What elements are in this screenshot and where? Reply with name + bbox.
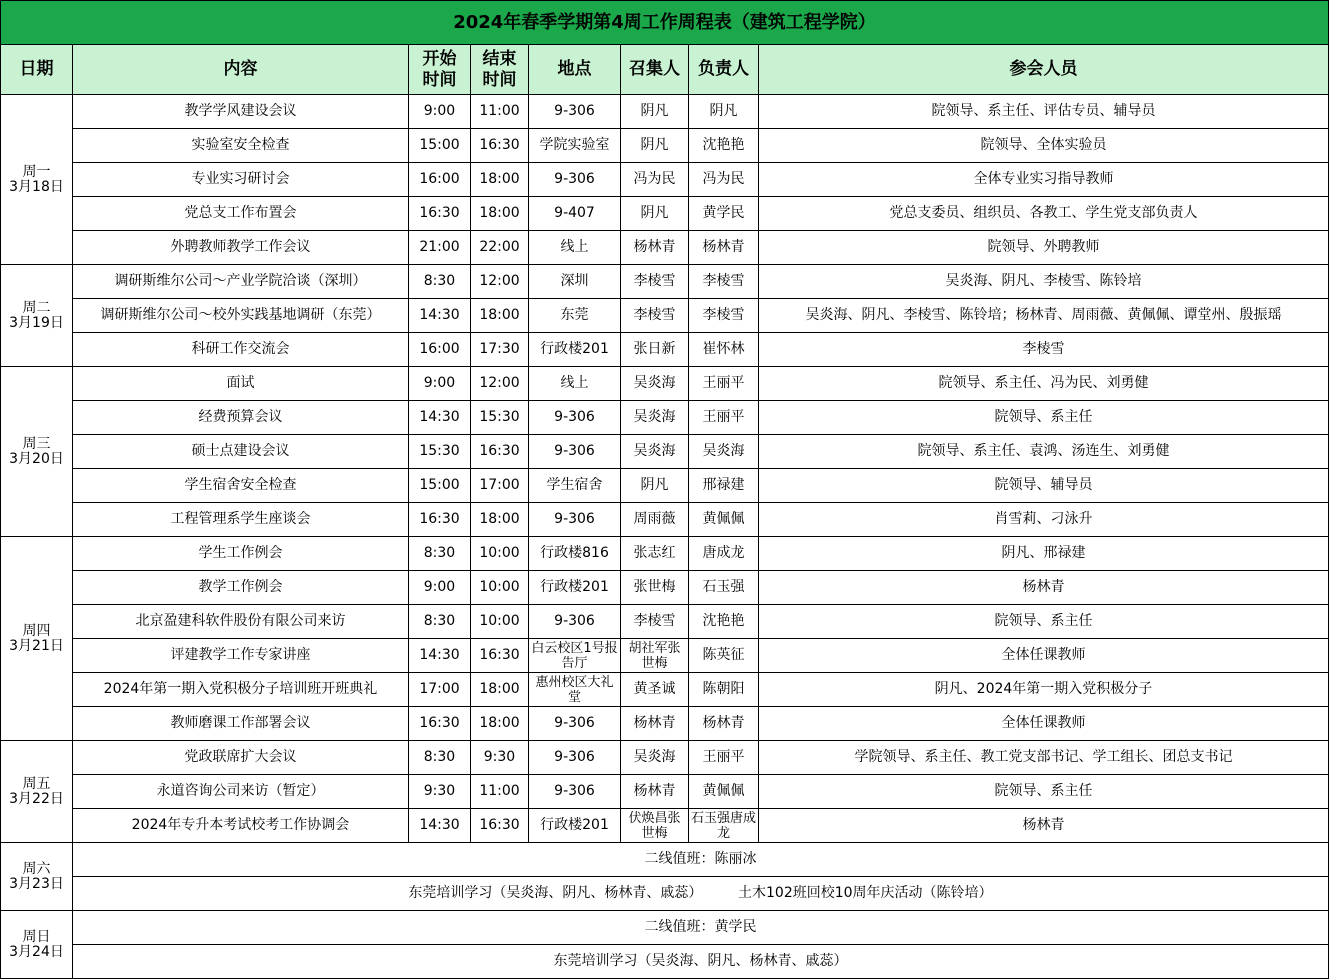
day-cell: [1, 95, 73, 265]
event-owner: 沈艳艳: [689, 129, 759, 163]
event-place: 9-306: [529, 401, 621, 435]
event-place: 9-306: [529, 435, 621, 469]
event-start: 8:30: [409, 605, 471, 639]
header-owner: 负责人: [689, 45, 759, 95]
event-content: 外聘教师教学工作会议: [73, 231, 409, 265]
header-end: 结束 时间: [471, 45, 529, 95]
event-end: 10:00: [471, 605, 529, 639]
event-start: 15:00: [409, 469, 471, 503]
event-place: 9-306: [529, 95, 621, 129]
event-owner: 冯为民: [689, 163, 759, 197]
table-row: [1, 639, 1329, 673]
table-row: [1, 945, 1329, 979]
event-start: 21:00: [409, 231, 471, 265]
event-attendees: 院领导、辅导员: [759, 469, 1329, 503]
event-end: 10:00: [471, 537, 529, 571]
event-attendees: 阴凡、2024年第一期入党积极分子: [759, 673, 1329, 707]
date-label: 3月23日: [9, 875, 64, 892]
event-start: 8:30: [409, 537, 471, 571]
table-row: [1, 537, 1329, 571]
header-place: 地点: [529, 45, 621, 95]
event-attendees: 阴凡、邢禄建: [759, 537, 1329, 571]
event-content: 教学学风建设会议: [73, 95, 409, 129]
event-place: 行政楼816: [529, 537, 621, 571]
event-end: 11:00: [471, 95, 529, 129]
event-attendees: 吴炎海、阴凡、李棱雪、陈铃培: [759, 265, 1329, 299]
event-end: 9:30: [471, 741, 529, 775]
event-start: 9:00: [409, 367, 471, 401]
event-place: 行政楼201: [529, 571, 621, 605]
event-content: 经费预算会议: [73, 401, 409, 435]
event-content: 实验室安全检查: [73, 129, 409, 163]
event-owner: 李棱雪: [689, 265, 759, 299]
event-attendees: 全体专业实习指导教师: [759, 163, 1329, 197]
event-end: 18:00: [471, 163, 529, 197]
day-cell: [1, 367, 73, 537]
event-convener: 杨林青: [621, 707, 689, 741]
event-place: 9-306: [529, 605, 621, 639]
date-label: 3月20日: [9, 450, 64, 467]
activity-note: 东莞培训学习（吴炎海、阴凡、杨林青、戚蕊）: [73, 945, 1329, 979]
event-place: 学生宿舍: [529, 469, 621, 503]
event-end: 16:30: [471, 809, 529, 843]
event-convener: 杨林青: [621, 231, 689, 265]
event-end: 18:00: [471, 673, 529, 707]
weekday-label: 周五: [22, 775, 51, 792]
table-row: [1, 605, 1329, 639]
event-place: 线上: [529, 367, 621, 401]
event-convener: 胡社军张世梅: [621, 639, 689, 673]
event-start: 15:00: [409, 129, 471, 163]
event-attendees: 党总支委员、组织员、各教工、学生党支部负责人: [759, 197, 1329, 231]
table-row: [1, 741, 1329, 775]
table-row: [1, 469, 1329, 503]
duty-note: 二线值班：黄学民: [73, 911, 1329, 945]
event-convener: 黄圣诚: [621, 673, 689, 707]
event-owner: 黄佩佩: [689, 503, 759, 537]
event-owner: 邢禄建: [689, 469, 759, 503]
event-start: 14:30: [409, 639, 471, 673]
event-content: 党政联席扩大会议: [73, 741, 409, 775]
event-attendees: 学院领导、系主任、教工党支部书记、学工组长、团总支书记: [759, 741, 1329, 775]
table-row: [1, 367, 1329, 401]
event-end: 11:00: [471, 775, 529, 809]
day-cell: [1, 843, 73, 911]
event-convener: 李棱雪: [621, 299, 689, 333]
event-convener: 杨林青: [621, 775, 689, 809]
table-row: [1, 503, 1329, 537]
weekday-label: 周三: [22, 435, 51, 452]
event-convener: 吴炎海: [621, 367, 689, 401]
event-start: 14:30: [409, 401, 471, 435]
header-attendees: 参会人员: [759, 45, 1329, 95]
event-end: 16:30: [471, 435, 529, 469]
header-row: [1, 45, 1329, 95]
header-convener: 召集人: [621, 45, 689, 95]
event-place: 线上: [529, 231, 621, 265]
weekday-label: 周四: [22, 622, 51, 639]
event-content: 学生工作例会: [73, 537, 409, 571]
event-owner: 黄佩佩: [689, 775, 759, 809]
event-convener: 吴炎海: [621, 741, 689, 775]
event-place: 行政楼201: [529, 809, 621, 843]
event-attendees: 院领导、系主任、袁鸿、汤连生、刘勇健: [759, 435, 1329, 469]
event-place: 9-306: [529, 503, 621, 537]
table-row: [1, 911, 1329, 945]
table-row: [1, 673, 1329, 707]
event-start: 16:30: [409, 503, 471, 537]
header-content: 内容: [73, 45, 409, 95]
event-end: 16:30: [471, 639, 529, 673]
event-attendees: 院领导、系主任: [759, 775, 1329, 809]
event-place: 9-407: [529, 197, 621, 231]
event-content: 工程管理系学生座谈会: [73, 503, 409, 537]
weekday-label: 周日: [22, 928, 51, 945]
date-label: 3月21日: [9, 637, 64, 654]
table-row: [1, 231, 1329, 265]
event-attendees: 全体任课教师: [759, 639, 1329, 673]
event-place: 东莞: [529, 299, 621, 333]
event-attendees: 院领导、全体实验员: [759, 129, 1329, 163]
event-end: 17:30: [471, 333, 529, 367]
event-content: 调研斯维尔公司～校外实践基地调研（东莞）: [73, 299, 409, 333]
event-end: 18:00: [471, 197, 529, 231]
event-owner: 杨林青: [689, 707, 759, 741]
day-cell: [1, 265, 73, 367]
event-place: 学院实验室: [529, 129, 621, 163]
event-place: 9-306: [529, 741, 621, 775]
event-start: 9:00: [409, 95, 471, 129]
event-place: 9-306: [529, 163, 621, 197]
event-place: 深圳: [529, 265, 621, 299]
event-owner: 唐成龙: [689, 537, 759, 571]
event-owner: 杨林青: [689, 231, 759, 265]
weekday-label: 周二: [22, 299, 51, 316]
event-convener: 李棱雪: [621, 605, 689, 639]
day-cell: [1, 537, 73, 741]
event-place: 行政楼201: [529, 333, 621, 367]
event-content: 党总支工作布置会: [73, 197, 409, 231]
event-attendees: 院领导、系主任、评估专员、辅导员: [759, 95, 1329, 129]
event-start: 17:00: [409, 673, 471, 707]
event-end: 17:00: [471, 469, 529, 503]
event-place: 9-306: [529, 707, 621, 741]
event-content: 北京盈建科软件股份有限公司来访: [73, 605, 409, 639]
event-owner: 李棱雪: [689, 299, 759, 333]
table-row: [1, 299, 1329, 333]
event-convener: 阴凡: [621, 197, 689, 231]
event-end: 18:00: [471, 299, 529, 333]
date-label: 3月18日: [9, 178, 64, 195]
event-content: 学生宿舍安全检查: [73, 469, 409, 503]
date-label: 3月19日: [9, 314, 64, 331]
event-convener: 周雨薇: [621, 503, 689, 537]
table-row: [1, 401, 1329, 435]
event-start: 16:30: [409, 197, 471, 231]
day-cell: [1, 741, 73, 843]
event-content: 教师磨课工作部署会议: [73, 707, 409, 741]
event-convener: 冯为民: [621, 163, 689, 197]
event-owner: 阴凡: [689, 95, 759, 129]
date-label: 3月22日: [9, 790, 64, 807]
table-row: [1, 571, 1329, 605]
event-end: 18:00: [471, 503, 529, 537]
event-convener: 阴凡: [621, 95, 689, 129]
event-place: 白云校区1号报告厅: [529, 639, 621, 673]
event-start: 8:30: [409, 741, 471, 775]
event-start: 9:00: [409, 571, 471, 605]
event-end: 15:30: [471, 401, 529, 435]
table-row: [1, 163, 1329, 197]
table-row: [1, 435, 1329, 469]
event-owner: 黄学民: [689, 197, 759, 231]
event-convener: 张世梅: [621, 571, 689, 605]
event-start: 16:30: [409, 707, 471, 741]
weekday-label: 周六: [22, 860, 51, 877]
event-convener: 张日新: [621, 333, 689, 367]
event-attendees: 肖雪莉、刁泳升: [759, 503, 1329, 537]
table-row: [1, 877, 1329, 911]
event-content: 教学工作例会: [73, 571, 409, 605]
event-owner: 王丽平: [689, 367, 759, 401]
event-content: 面试: [73, 367, 409, 401]
event-convener: 阴凡: [621, 469, 689, 503]
event-start: 9:30: [409, 775, 471, 809]
event-content: 硕士点建设会议: [73, 435, 409, 469]
event-convener: 吴炎海: [621, 435, 689, 469]
table-row: [1, 843, 1329, 877]
event-content: 2024年第一期入党积极分子培训班开班典礼: [73, 673, 409, 707]
date-label: 3月24日: [9, 943, 64, 960]
event-owner: 沈艳艳: [689, 605, 759, 639]
event-owner: 崔怀林: [689, 333, 759, 367]
event-convener: 吴炎海: [621, 401, 689, 435]
event-content: 评建教学工作专家讲座: [73, 639, 409, 673]
event-attendees: 李棱雪: [759, 333, 1329, 367]
event-attendees: 院领导、系主任: [759, 401, 1329, 435]
event-end: 12:00: [471, 367, 529, 401]
event-attendees: 全体任课教师: [759, 707, 1329, 741]
table-row: [1, 95, 1329, 129]
event-place: 9-306: [529, 775, 621, 809]
table-row: [1, 809, 1329, 843]
event-end: 10:00: [471, 571, 529, 605]
activity-note: 东莞培训学习（吴炎海、阴凡、杨林青、戚蕊） 土木102班回校10周年庆活动（陈铃培）: [73, 877, 1329, 911]
event-start: 14:30: [409, 299, 471, 333]
event-owner: 石玉强唐成龙: [689, 809, 759, 843]
event-owner: 陈英征: [689, 639, 759, 673]
event-convener: 李棱雪: [621, 265, 689, 299]
event-start: 16:00: [409, 333, 471, 367]
event-start: 14:30: [409, 809, 471, 843]
event-place: 惠州校区大礼堂: [529, 673, 621, 707]
event-start: 8:30: [409, 265, 471, 299]
table-row: [1, 129, 1329, 163]
event-attendees: 吴炎海、阴凡、李棱雪、陈铃培；杨林青、周雨薇、黄佩佩、谭堂州、殷振瑶: [759, 299, 1329, 333]
event-owner: 石玉强: [689, 571, 759, 605]
event-owner: 王丽平: [689, 741, 759, 775]
event-start: 15:30: [409, 435, 471, 469]
table-row: [1, 333, 1329, 367]
event-attendees: 杨林青: [759, 809, 1329, 843]
event-owner: 王丽平: [689, 401, 759, 435]
weekday-label: 周一: [22, 163, 51, 180]
event-content: 永道咨询公司来访（暂定）: [73, 775, 409, 809]
event-content: 2024年专升本考试校考工作协调会: [73, 809, 409, 843]
event-start: 16:00: [409, 163, 471, 197]
table-row: [1, 707, 1329, 741]
event-end: 18:00: [471, 707, 529, 741]
event-content: 调研斯维尔公司～产业学院洽谈（深圳）: [73, 265, 409, 299]
event-owner: 吴炎海: [689, 435, 759, 469]
header-start: 开始 时间: [409, 45, 471, 95]
table-row: [1, 775, 1329, 809]
event-convener: 张志红: [621, 537, 689, 571]
event-content: 专业实习研讨会: [73, 163, 409, 197]
header-date: 日期: [1, 45, 73, 95]
event-attendees: 院领导、系主任: [759, 605, 1329, 639]
day-cell: [1, 911, 73, 979]
duty-note: 二线值班：陈丽冰: [73, 843, 1329, 877]
event-owner: 陈朝阳: [689, 673, 759, 707]
event-convener: 伏焕昌张世梅: [621, 809, 689, 843]
event-end: 22:00: [471, 231, 529, 265]
page-title: 2024年春季学期第4周工作周程表（建筑工程学院）: [1, 1, 1329, 45]
table-row: [1, 197, 1329, 231]
table-row: [1, 265, 1329, 299]
event-end: 16:30: [471, 129, 529, 163]
event-attendees: 杨林青: [759, 571, 1329, 605]
event-attendees: 院领导、系主任、冯为民、刘勇健: [759, 367, 1329, 401]
event-convener: 阴凡: [621, 129, 689, 163]
event-end: 12:00: [471, 265, 529, 299]
event-content: 科研工作交流会: [73, 333, 409, 367]
event-attendees: 院领导、外聘教师: [759, 231, 1329, 265]
